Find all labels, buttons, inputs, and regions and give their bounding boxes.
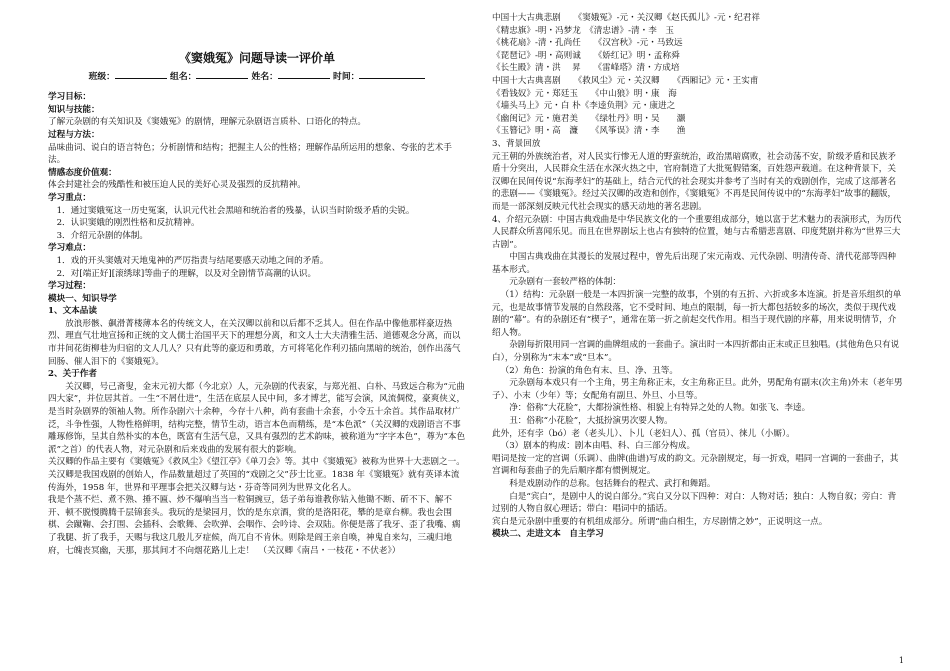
paragraph: 2．认识窦娥的刚烈性格和反抗精神。 [56, 218, 200, 229]
section-heading: 过程与方法： [48, 129, 100, 140]
section-heading: 2、关于作者 [48, 369, 97, 380]
paragraph: 关汉卿的作品主要有《窦娥冤》《救风尘》《望江亭》《单刀会》等。其中《窦娥冤》被称为世界十大悲剧之一。关汉卿是我国戏剧的创始人，作品数量超过了英国的“戏剧之父”莎士比亚。1838 年《窦娥冤》就有英译本流传海外，1958 年，世界和平理事会把关汉卿与达・芬奇等同列为世界文化名人。 [48, 457, 465, 493]
paragraph: 1．通过窦娥冤这一历史冤案，认识元代社会黑暗和统治者的残暴，认识当时阶级矛盾的尖锐。 [56, 205, 415, 216]
paragraph: 《墙头马上》元・白 朴《李逵负荆》元・康进之 [492, 101, 676, 112]
section-heading: 学习目标： [48, 92, 91, 103]
page-title: 《窦娥冤》问题导读一评价单 [178, 51, 335, 65]
time-blank[interactable] [359, 69, 425, 79]
section-heading: 模块一、知识导学 [48, 293, 117, 304]
paragraph: 白是“宾白”，是剧中人的说白部分。”宾白又分以下四种：对白：人物对话；独白：人物自叙；旁白：背过别的人物自叙心理话；带白：唱词中的插话。 [492, 491, 897, 515]
paragraph: 中国古典戏曲在其漫长的发展过程中，曾先后出现了宋元南戏、元代杂剧、明清传奇、清代花部等四种基本形式。 [492, 252, 896, 275]
paragraph: 元杂剧有一套较严格的体制： [509, 277, 621, 288]
paragraph: 宾白是元杂剧中重要的有机组成部分。所谓“曲白相生，方尽剧情之妙”，正说明这一点。 [492, 516, 828, 527]
paragraph: （2）角色：扮演的角色有末、旦、净、丑等。 [500, 365, 678, 376]
paragraph: 我是个蒸不烂、煮不熟、捶不匾、炒不爆响当当一粒铜豌豆，恁子弟每谁教你钻入他锄不断、斫不下、解不开、顿不脱慢腾腾千层锦套头。我玩的是梁园月，饮的是东京酒，赏的是洛阳花，攀的是章台柳。我也会围棋、会蹴鞠、会打围、会插科、会歌舞、会吹弹、会咽作、会吟诗、会双陆。你便是落了我牙、歪了我嘴、瘸了我腿、折了我手，天赐与我这几般儿歹症候，尚兀自不肯休。则除是阎王亲自唤，神鬼自来勾，三魂归地府，七魄丧冥幽，天那，那其间才不向烟花路儿上走！ （关汉卿《南吕・一枝花・不伏老》） [48, 495, 461, 556]
paragraph: （3）剧本的构成：剧本由唱、科、白三部分构成。 [500, 441, 696, 452]
paragraph: 3、背景回放 [492, 138, 541, 149]
paragraph: 《桃花扇》-清・孔尚任 《汉宫秋》-元・马致远 [492, 38, 683, 49]
paragraph: 科是戏剧动作的总称。包括舞台的程式、武打和舞蹈。 [509, 478, 716, 489]
paragraph: 《幽闺记》元・施君美 《绿牡丹》明・吴 灏 [492, 113, 686, 124]
paragraph: 2．对[端正好][滚绣球]等曲子的理解，以及对全剧情节高潮的认识。 [56, 268, 317, 279]
section-heading: 学习难点： [48, 243, 91, 254]
name-blank[interactable] [278, 69, 330, 79]
paragraph: 品味曲词、说白的语言特色；分析剧情和结构；把握主人公的性格；理解作品所运用的想象、夸张的艺术手法。 [48, 142, 452, 166]
paragraph: 关汉卿，号己斋叟，金末元初大都（今北京）人，元杂剧的代表家，与郑光祖、白朴、马致远合称为“元曲四大家”，并位居其首。一生“不屑仕进”，生活在底层人民中间，多才博艺，能写会演，风流倜傥，豪爽侠义，是当时杂剧界的领袖人物。所作杂剧六十余种，今存十八种，尚有套曲十余套，小令五十余首。其作品取材广泛，斗争性强，人物性格鲜明，结构完整，情节生动，语言本色而精练，是“本色派”（关汉卿的戏剧语言不事雕琢修饰，呈其自然朴实的本色，既富有生活气息，又具有强烈的艺术韵味，被称道为“字字本色”，尊为“本色派”之首）的代表人物，对元杂剧和后来戏曲的发展有很大的影响。 [48, 381, 466, 455]
paragraph: 《长生殿》清・洪 昇 《雷峰塔》清・方成培 [492, 63, 680, 74]
paragraph: 元王朝的外族统治者，对人民实行惨无人道的野蛮统治，政治黑暗腐败，社会动荡不安，阶级矛盾和民族矛盾十分突出，人民群众生活在水深火热之中，官府制造了大批冤假错案，百姓怨声载道。在这种背景下，关汉卿在民间传说“东海孝妇”的基础上，结合元代的社会现实并参考了当时有关的戏剧创作，完成了这部著名的悲剧——《窦娥冤》。经过关汉卿的改造和创作，《窦娥冤》不再是民间传说中的“东海孝妇”故事的翻版，而是一部深刻反映元代社会现实的感天动地的著名悲剧。 [492, 151, 897, 212]
paragraph: 放浪形骸、飙滑菁楼薄本名的传统文人，在关汉卿以前和以后都不乏其人。但在作品中像他那样豪迈热烈、理直气壮地宣扬和正统的文人儒士治国平天下的理想分离，和文人士大夫清雅生活、道德观念分离，而以市井间花街柳巷为归宿的文人几人？只有此等的豪迈和勇敢，方可将笔化作利刃插向黑暗的统治，创作出荡气回肠、催人泪下的《窦娥冤》。 [48, 318, 461, 367]
page-number: 1 [898, 656, 904, 665]
name-label: 姓名： [251, 71, 278, 82]
paragraph: 《玉簪记》明・高 濂 《风筝误》清・李 渔 [492, 126, 686, 137]
section-heading: 模块二、走进文本 自主学习 [492, 529, 604, 540]
paragraph: 中国十大古典喜剧 《救风尘》元・关汉卿 《西厢记》元・王实甫 [492, 75, 759, 86]
paragraph: 此外，还有孛（bó）老（老头儿）、卜儿（老妇人）、孤（官员）、徕儿（小厮）。 [492, 428, 795, 439]
paragraph: 体会封建社会的残酷性和被压迫人民的美好心灵及强烈的反抗精神。 [48, 180, 306, 191]
class-blank[interactable] [115, 69, 167, 79]
left-body-text [48, 91, 466, 557]
paragraph: 3．介绍元杂剧的体制。 [56, 230, 148, 241]
paragraph: 中国十大古典悲剧 《窦娥冤》-元・关汉卿《赵氏孤儿》-元・纪君祥 [492, 13, 760, 23]
paragraph: 4、介绍元杂剧：中国古典戏曲是中华民族文化的一个重要组成部分，她以富于艺术魅力的表演形式，为历代人民群众所喜闻乐见。而且在世界剧坛上也占有独特的位置，她与古希腊悲喜剧、印度梵剧并称为“世界三大古剧”。 [492, 214, 902, 250]
right-body-text [492, 12, 904, 541]
section-heading: 情感态度价值观： [48, 167, 117, 178]
section-heading: 学习过程： [48, 281, 91, 292]
paragraph: 《看钱奴》元・郑廷玉 《中山狼》明・康 海 [492, 88, 677, 99]
paragraph: 1．戏的开头窦娥对天地鬼神的严厉指责与结尾要感天动地之间的矛盾。 [56, 255, 329, 266]
paragraph: 丑：俗称“小花脸”，大抵扮演男次要人物。 [509, 416, 673, 426]
paragraph: 了解元杂剧的有关知识及《窦娥冤》的剧情，理解元杂剧语言质朴、口语化的特点。 [48, 117, 366, 128]
paragraph: 《琵琶记》-明・高则诚 《娇红记》明・孟称舜 [492, 50, 680, 61]
left-column [48, 51, 466, 557]
right-column [492, 12, 904, 541]
time-label: 时间： [333, 71, 360, 82]
section-heading: 学习重点： [48, 192, 91, 203]
group-label: 组名： [170, 71, 197, 82]
section-heading: 1、文本品读 [48, 306, 97, 317]
paragraph: 《精忠旗》-明・冯梦龙 《清忠谱》-清・李 玉 [492, 25, 674, 36]
paragraph: 元杂剧每本戏只有一个主角，男主角称正末，女主角称正旦。此外，男配角有副末(次主角)外末（老年男子）、小末（少年）等；女配角有副旦、外旦、小旦等。 [492, 378, 903, 401]
group-blank[interactable] [196, 69, 248, 79]
paragraph: 杂剧每折限用同一宫调的曲牌组成的一套曲子。演出时一本四折都由正末或正旦独唱。(其他角色只有说白），分别称为“末本”或“旦本”。 [492, 340, 900, 364]
paragraph: 净：俗称“大花脸”，大都扮演性格、相貌上有特异之处的人物。如张飞、李逵。 [509, 403, 811, 414]
section-heading: 知识与技能： [48, 104, 100, 115]
paragraph: （1）结构：元杂剧一般是一本四折演一完整的故事，个别的有五折、六折或多本连演。折是音乐组织的单元，也是故事情节发展的自然段落，它不受时间、地点的限制，每一折大都包括较多的场次，类似于现代戏剧的“幕”。有的杂剧还有“楔子”，通常在第一折之前起交代作用。相当于现代剧的序幕，用来说明情节，介绍人物。 [492, 290, 902, 338]
paragraph: 唱词是按一定的宫调（乐调）、曲牌(曲谱)写成的韵文。元杂剧规定，每一折戏，唱同一宫调的一套曲子，其宫调和每套曲子的先后顺序都有惯例规定。 [492, 453, 899, 477]
student-info-row [48, 69, 466, 84]
class-label: 班级： [88, 71, 115, 82]
